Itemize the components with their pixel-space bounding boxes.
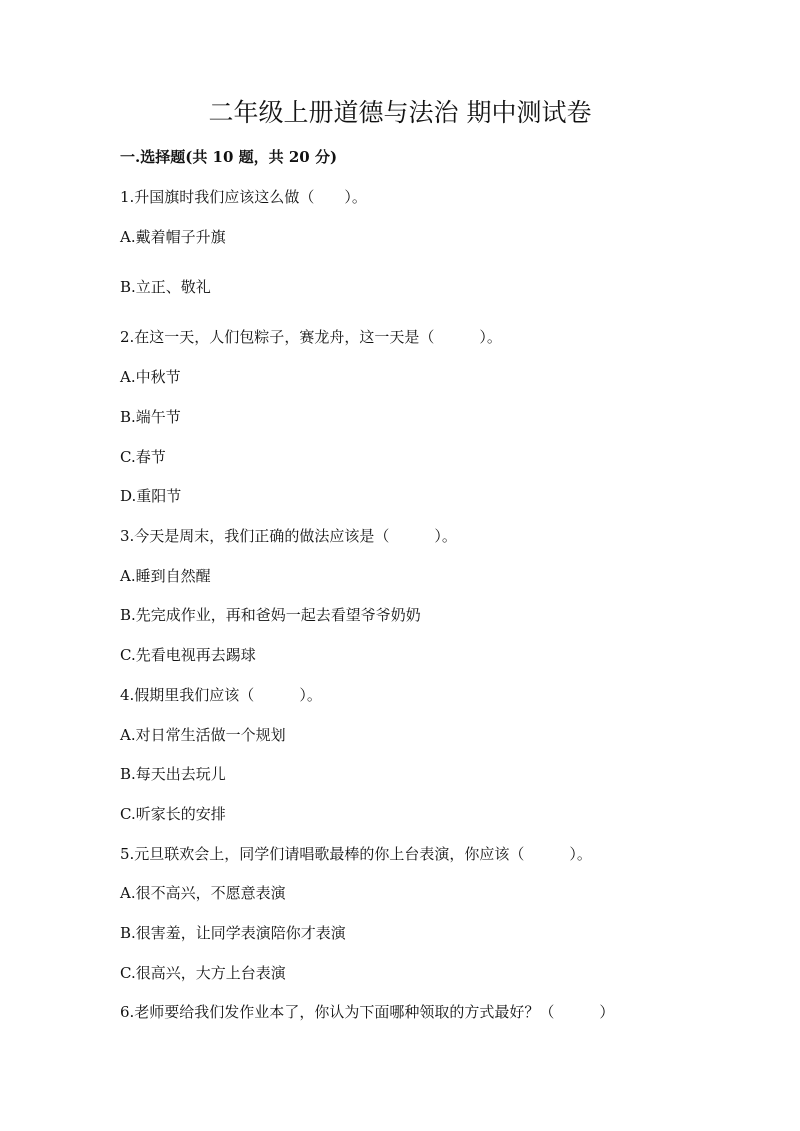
- question-stem-1: 1.升国旗时我们应该这么做（ ）。: [120, 188, 367, 206]
- question-4-option-b: B.每天出去玩儿: [120, 765, 226, 783]
- question-5-option-b: B.很害羞，让同学表演陪你才表演: [120, 924, 346, 942]
- question-4-option-a: A.对日常生活做一个规划: [120, 726, 286, 744]
- question-2-option-d: D.重阳节: [120, 487, 182, 505]
- question-3-option-c: C.先看电视再去踢球: [120, 646, 256, 664]
- question-3-option-b: B.先完成作业，再和爸妈一起去看望爷爷奶奶: [120, 606, 421, 624]
- question-stem-3: 3.今天是周末，我们正确的做法应该是（ ）。: [120, 527, 457, 545]
- question-2-option-b: B.端午节: [120, 408, 181, 426]
- section-heading: 一.选择题(共 10 题，共 20 分): [120, 148, 338, 166]
- question-1-option-b: B.立正、敬礼: [120, 278, 211, 296]
- question-2-option-a: A.中秋节: [120, 368, 181, 386]
- question-5-option-a: A.很不高兴，不愿意表演: [120, 884, 286, 902]
- page-title: 二年级上册道德与法治 期中测试卷: [208, 98, 592, 127]
- question-3-option-a: A.睡到自然醒: [120, 567, 211, 585]
- question-stem-2: 2.在这一天，人们包粽子，赛龙舟，这一天是（ ）。: [120, 328, 502, 346]
- question-4-option-c: C.听家长的安排: [120, 805, 226, 823]
- question-1-option-a: A.戴着帽子升旗: [120, 228, 226, 246]
- question-stem-4: 4.假期里我们应该（ ）。: [120, 686, 322, 704]
- question-stem-5: 5.元旦联欢会上，同学们请唱歌最棒的你上台表演，你应该（ ）。: [120, 845, 592, 863]
- question-stem-6: 6.老师要给我们发作业本了，你认为下面哪种领取的方式最好？（ ）: [120, 1003, 615, 1021]
- question-5-option-c: C.很高兴，大方上台表演: [120, 964, 286, 982]
- question-2-option-c: C.春节: [120, 448, 166, 466]
